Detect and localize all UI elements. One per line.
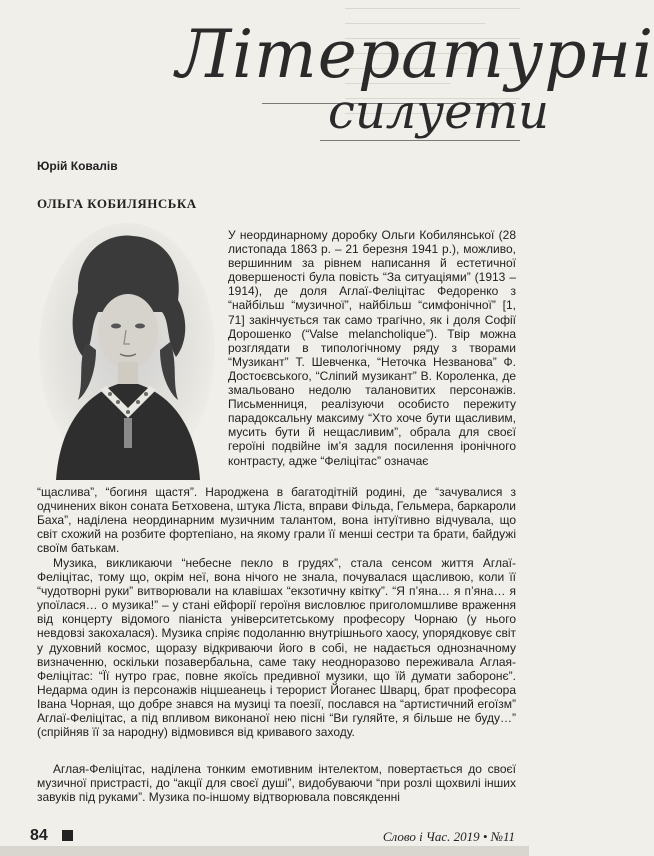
rubric-line-1: Літературні xyxy=(176,16,654,93)
rubric-line-2: силуети xyxy=(328,84,550,140)
section-rubric xyxy=(0,0,654,150)
page-number: 84 xyxy=(30,827,48,844)
article-title: ОЛЬГА КОБИЛЯНСЬКА xyxy=(37,196,197,211)
author-name: Юрій Ковалів xyxy=(37,159,118,173)
paragraph-2: Музика, викликаючи “небесне пекло в грудях”, стала сенсом життя Аглаї-Феліцітас, тому що, окрім неї, вона нічого не знала, почувалася щасливою, коли її “чудотворні руки” витворювали на клавішах “екзотичну квітку”. “Я п’яна… я п’яна… я упоїлася… о музика!” – у стані ейфорії героїня висловлює приголомшливе враження від концерту відомого піаніста університетському професору Чорнаю (у нього невдовзі закохалася). Музика спріяє подоланню внутрішнього хаосу, упорядковує світ у духовний космос, щоразу відкриваючи його в собі, не надається однозначному визначенню, оскільки позавербальна, саме таку неоднорaзово переживала Аглая-Феліцітас: “Її нутро грає, повне якоїсь предивної музики, що їй думати заборонє”. Недарма один із персонажів ніцшеанець і терорист Йоганес Шварц, брат професора Івана Чорная, що добре знався на музиці та поезії, послався на “артистичний егоїзм” Аглаї-Феліцітас, а під впливом виконаної нею пісні “Ви гуляйте, я більше не буду…” (спрійняв її за народну) відмовився від кривавого заходу. xyxy=(37,556,516,740)
paragraph-1-wrap: У неординарному доробку Ольги Кобилянської (28 листопада 1863 р. – 21 березня 1941 р.), можливо, вершинним за рівнем написання й естетичної довершеності була повість “За ситуаціями” (1913 – 1914), де доля Аглаї-Феліцітас Федоренко з “найбільш “музичної”, найбільш “симфонічної” [1, 71] закінчується так само трагічно, як і доля Софії Дорошенко (“Valse melancholique”). Твір можна розглядати в типологічному ряду з творами “Музикант” Т. Шевченка, “Неточка Незванова” Ф. Достоєвського, “Сліпий музикант” В. Короленка, де змальовано недолю талановитих персонажів. Письменниця, реалізуючи особисто пережиту парадоксальну максиму “Хто хоче бути щасливим, мусить бути й нещасливим”, обрала для своєї героїні подвійне ім’я задля посилення іронічного контрасту, адже “Феліцітас” означає xyxy=(228,228,516,468)
portrait-image xyxy=(38,222,216,480)
page-edge xyxy=(0,846,529,856)
square-marker-icon xyxy=(62,830,73,841)
rubric-rule-bottom xyxy=(320,140,520,141)
journal-issue: Слово і Час. 2019 • №11 xyxy=(382,829,515,844)
paragraph-3: Аглая-Феліцітас, наділена тонким емотивним інтелектом, повертається до своєї музичної пристрасті, до “акції для своєї душі”, видобуваючи “при розлі щохвилі інших завуків під руками”. Музика по-іншому відтворювала повсякденні xyxy=(37,762,516,805)
paragraph-1-continued: “щаслива”, “богиня щастя”. Народжена в багатодітній родині, де “зачувалися з одчинених вікон соната Бетховена, штука Ліста, вправи Фільда, Гельмера, баркароли Баха”, наділена неординарним музичним талантом, вона інтуїтивно відчувала, що світ схожий на розбите фортепіано, на якому грали її менші сестри та брати, байдужі своїм батькам. xyxy=(37,485,516,556)
